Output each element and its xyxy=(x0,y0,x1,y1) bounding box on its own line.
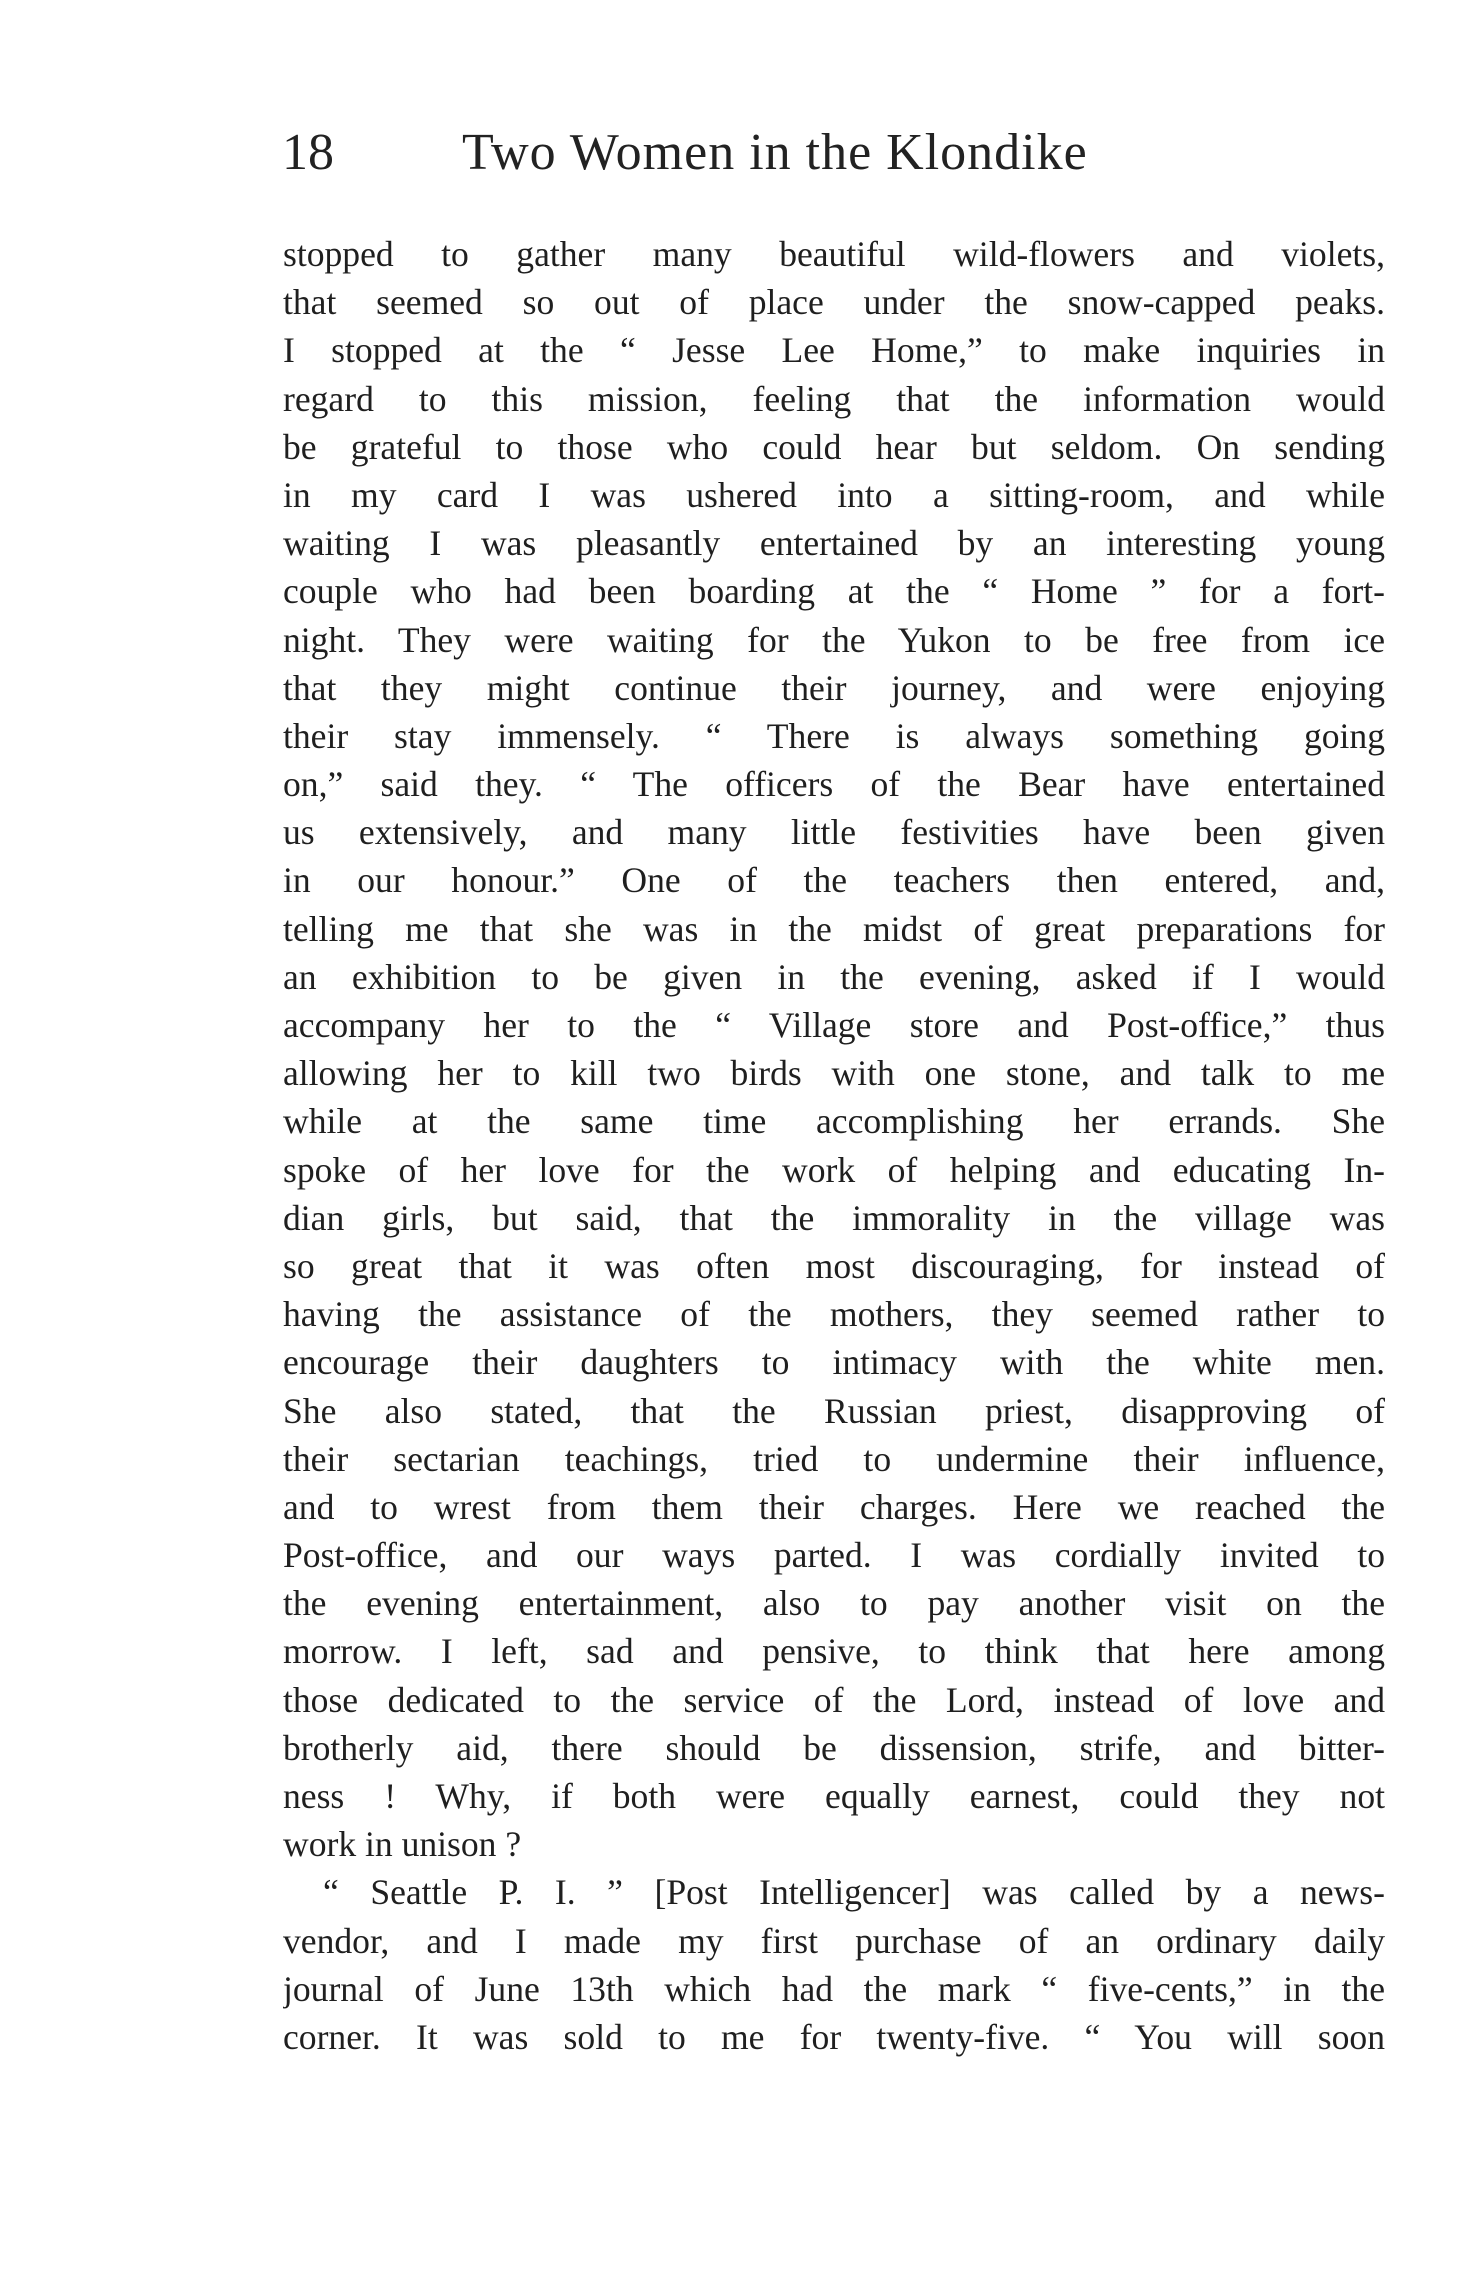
text-line: morrow. I left, sad and pensive, to think that here among xyxy=(283,1631,1385,1672)
text-line: stopped to gather many beautiful wild-flowers and violets, xyxy=(283,234,1385,274)
text-line: ness ! Why, if both were equally earnest, could they not xyxy=(283,1776,1385,1816)
text-line: those dedicated to the service of the Lord, instead of love and xyxy=(283,1679,1385,1720)
text-line: accompany her to the “ Village store and Post-office,” thus xyxy=(283,1005,1385,1045)
page-number: 18 xyxy=(282,124,334,181)
text-line: She also stated, that the Russian priest, disapproving of xyxy=(283,1390,1385,1431)
text-line: night. They were waiting for the Yukon to be free from ice xyxy=(283,619,1385,660)
text-line: their sectarian teachings, tried to undermine their influence, xyxy=(283,1438,1385,1479)
text-line: dian girls, but said, that the immorality in the village was xyxy=(283,1197,1385,1238)
body-text xyxy=(283,230,1385,2061)
text-line: an exhibition to be given in the evening, asked if I would xyxy=(283,956,1385,997)
text-line: corner. It was sold to me for twenty-five. “ You will soon xyxy=(283,2016,1385,2057)
text-line: on,” said they. “ The officers of the Bear have entertained xyxy=(283,764,1385,805)
text-line: encourage their daughters to intimacy with the white men. xyxy=(283,1342,1385,1383)
text-line: telling me that she was in the midst of great preparations for xyxy=(283,908,1385,949)
text-line: be grateful to those who could hear but seldom. On sending xyxy=(283,426,1385,467)
text-line: vendor, and I made my first purchase of an ordinary daily xyxy=(283,1920,1385,1961)
paragraph-first-line: “ Seattle P. I. ” [Post Intelligencer] was called by a news- xyxy=(323,1872,1385,1913)
text-line: waiting I was pleasantly entertained by an interesting young xyxy=(283,523,1385,564)
text-line: their stay immensely. “ There is always something going xyxy=(283,715,1385,756)
text-line: so great that it was often most discouraging, for instead of xyxy=(283,1245,1385,1286)
text-line: journal of June 13th which had the mark “ five-cents,” in the xyxy=(283,1968,1385,2009)
text-line: spoke of her love for the work of helping and educating In- xyxy=(283,1149,1385,1190)
text-line: Post-office, and our ways parted. I was cordially invited to xyxy=(283,1535,1385,1576)
text-line: in my card I was ushered into a sitting-room, and while xyxy=(283,474,1385,515)
text-line: regard to this mission, feeling that the information would xyxy=(283,378,1385,419)
text-line: brotherly aid, there should be dissension, strife, and bitter- xyxy=(283,1727,1385,1768)
running-title: Two Women in the Klondike xyxy=(462,124,1088,181)
paragraph-last-line: work in unison ? xyxy=(283,1824,522,1865)
text-line: and to wrest from them their charges. Here we reached the xyxy=(283,1486,1385,1527)
text-line: while at the same time accomplishing her errands. She xyxy=(283,1101,1385,1142)
text-line: that they might continue their journey, and were enjoying xyxy=(283,667,1385,708)
text-line: the evening entertainment, also to pay another visit on the xyxy=(283,1583,1385,1624)
text-line: in our honour.” One of the teachers then entered, and, xyxy=(283,860,1385,901)
text-line: couple who had been boarding at the “ Home ” for a fort- xyxy=(283,571,1385,612)
running-head xyxy=(282,118,1282,188)
text-line: us extensively, and many little festivities have been given xyxy=(283,812,1385,853)
text-line: having the assistance of the mothers, they seemed rather to xyxy=(283,1294,1385,1335)
text-line: that seemed so out of place under the snow-capped peaks. xyxy=(283,282,1385,323)
text-line: allowing her to kill two birds with one stone, and talk to me xyxy=(283,1053,1385,1094)
text-line: I stopped at the “ Jesse Lee Home,” to make inquiries in xyxy=(283,330,1385,371)
